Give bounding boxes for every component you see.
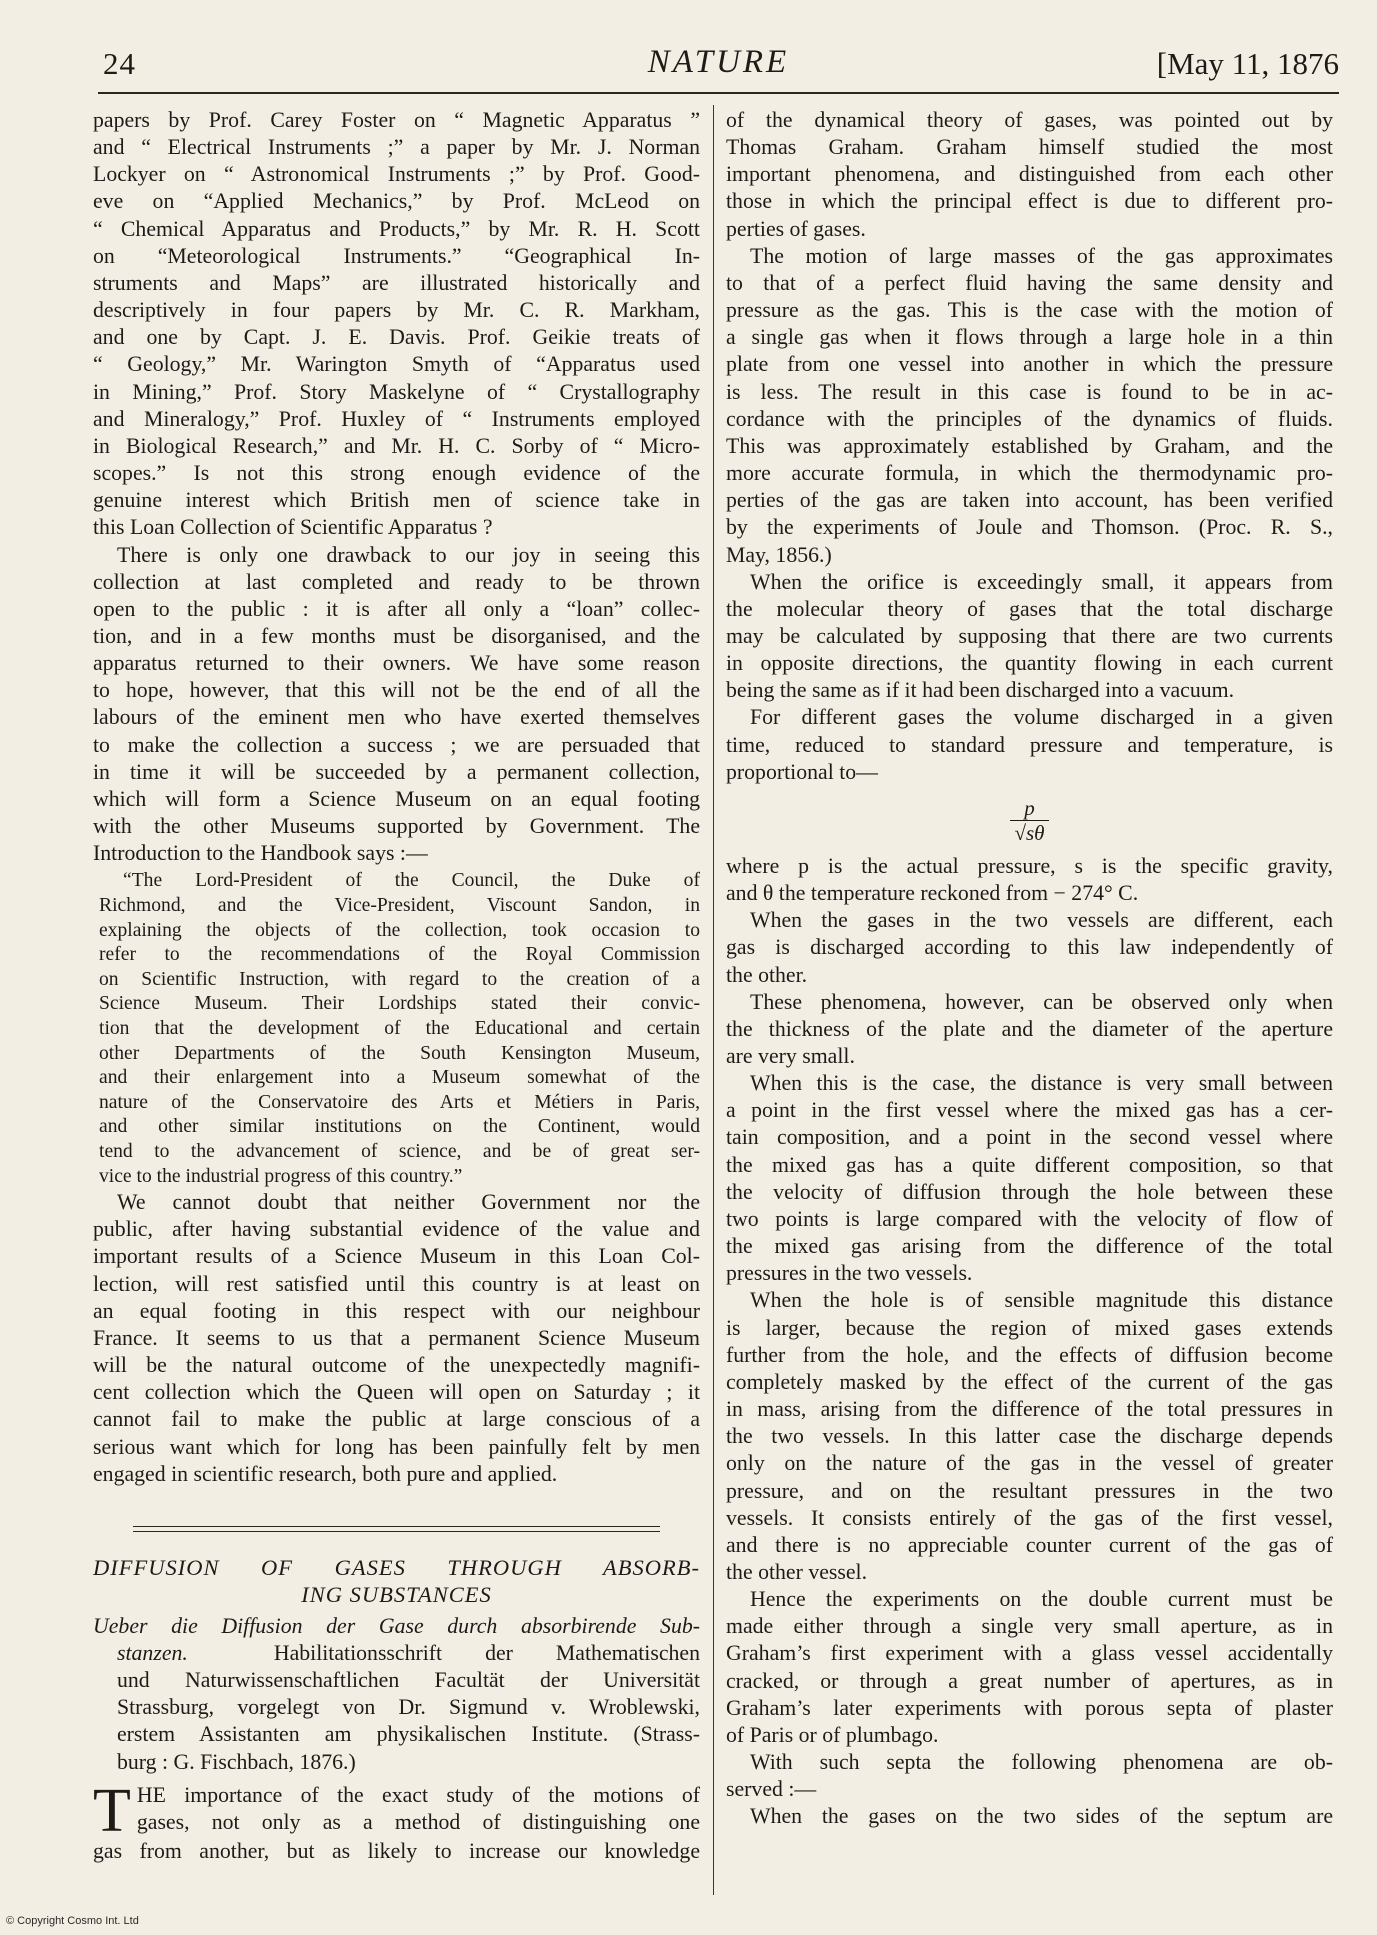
section-rule xyxy=(133,1526,660,1527)
paragraph xyxy=(93,542,700,868)
section-rule xyxy=(133,1531,660,1532)
text-line: perties of gases. xyxy=(726,216,866,241)
text-line: There is only one drawback to our joy in seeing this xyxy=(117,542,700,567)
text-line: served :— xyxy=(726,1777,817,1802)
text-line: this Loan Collection of Scientific Apparatus ? xyxy=(93,515,493,540)
paragraph xyxy=(93,107,700,542)
paragraph xyxy=(726,1287,1333,1586)
text-line: We cannot doubt that neither Government nor the xyxy=(117,1190,700,1215)
text-line: The motion of large masses of the gas approximates xyxy=(750,243,1333,268)
page-header xyxy=(98,38,1339,94)
text-line: is larger, because the region of mixed gases extends xyxy=(726,1315,1333,1340)
text-line: May, 1856.) xyxy=(726,542,832,567)
biblio-line: Ueber die Diffusion der Gase durch absorbirende Sub- xyxy=(93,1613,700,1638)
text-line: more accurate formula, in which the thermodynamic pro- xyxy=(726,461,1333,486)
text-line: When the orifice is exceedingly small, it appears from xyxy=(750,569,1333,594)
paragraph xyxy=(726,107,1333,243)
article-title-line: ING SUBSTANCES xyxy=(301,1582,492,1608)
text-line: eve on “Applied Mechanics,” by Prof. McLeod on xyxy=(93,189,700,214)
biblio-line: Strassburg, vorgelegt von Dr. Sigmund v. Wroblewski, xyxy=(117,1695,700,1720)
text-line: by the experiments of Joule and Thomson. (Proc. R. S., xyxy=(726,515,1333,540)
text-line: explaining the objects of the collection, took occasion to xyxy=(99,919,700,941)
text-line: and Mineralogy,” Prof. Huxley of “ Instruments employed xyxy=(93,406,700,431)
text-line: struments and Maps” are illustrated historically and xyxy=(93,270,700,295)
text-line: gas from another, but as likely to increase our knowledge xyxy=(93,1838,700,1863)
text-line: important phenomena, and distinguished from each other xyxy=(726,162,1333,187)
text-line: gas is discharged according to this law independently of xyxy=(726,935,1333,960)
text-line: may be calculated by supposing that there are two currents xyxy=(726,623,1333,648)
text-line: and one by Capt. J. E. Davis. Prof. Geikie treats of xyxy=(93,325,700,350)
text-line: on Scientific Instruction, with regard to the creation of a xyxy=(99,968,700,990)
text-line: Graham’s later experiments with porous septa of plaster xyxy=(726,1695,1333,1720)
text-line: cent collection which the Queen will open on Saturday ; it xyxy=(93,1380,700,1405)
text-line: pressure, and on the resultant pressures in the two xyxy=(726,1478,1333,1503)
text-line: two points is large compared with the velocity of flow of xyxy=(726,1206,1333,1231)
paragraph xyxy=(726,1070,1333,1287)
article-title xyxy=(93,1554,700,1609)
text-line: a single gas when it flows through a large hole in a thin xyxy=(726,325,1333,350)
text-line: those in which the principal effect is due to different pro- xyxy=(726,189,1333,214)
text-line: labours of the eminent men who have exerted themselves xyxy=(93,705,700,730)
text-line: proportional to— xyxy=(726,759,878,784)
text-line: with the other Museums supported by Government. The xyxy=(93,814,700,839)
paragraph xyxy=(726,853,1333,907)
text-line: time, reduced to standard pressure and temperature, is xyxy=(726,732,1333,757)
text-line: to hope, however, that this will not be the end of all the xyxy=(93,678,700,703)
text-line: in mass, arising from the difference of the total pressures in xyxy=(726,1397,1333,1422)
text-line: vice to the industrial progress of this country.” xyxy=(99,1165,463,1187)
paragraph xyxy=(726,1749,1333,1803)
formula-denominator: √sθ xyxy=(1014,820,1045,845)
text-line: and there is no appreciable counter current of the gas of xyxy=(726,1532,1333,1557)
text-line: Science Museum. Their Lordships stated their convic- xyxy=(99,993,700,1015)
copyright-watermark: © Copyright Cosmo Int. Ltd xyxy=(6,1915,139,1927)
text-line: the other. xyxy=(726,962,808,987)
text-line: “ Geology,” Mr. Warington Smyth of “Apparatus used xyxy=(93,352,700,377)
text-line: “ Chemical Apparatus and Products,” by Mr. R. H. Scott xyxy=(93,216,700,241)
text-line: genuine interest which British men of science take in xyxy=(93,488,700,513)
text-line: being the same as if it had been discharged into a vacuum. xyxy=(726,678,1235,703)
column-divider xyxy=(713,105,714,1895)
text-line: engaged in scientific research, both pure and applied. xyxy=(93,1461,558,1486)
paragraph xyxy=(726,989,1333,1070)
text-line: the mixed gas has a quite different composition, so that xyxy=(726,1152,1333,1177)
text-line: refer to the recommendations of the Royal Commission xyxy=(99,944,700,966)
text-line: “The Lord-President of the Council, the Duke of xyxy=(123,870,700,892)
text-line: Lockyer on “ Astronomical Instruments ;” by Prof. Good- xyxy=(93,162,700,187)
text-line: gases, not only as a method of distinguishing one xyxy=(136,1809,700,1834)
text-line: cordance with the principles of the dynamics of fluids. xyxy=(726,406,1333,431)
text-line: is less. The result in this case is found to be in ac- xyxy=(726,379,1333,404)
paragraph xyxy=(726,704,1333,785)
bibliographic-note xyxy=(93,1613,700,1776)
text-line: other Departments of the South Kensington Museum, xyxy=(99,1042,700,1064)
paragraph xyxy=(93,1189,700,1488)
text-line: and “ Electrical Instruments ;” a paper by Mr. J. Norman xyxy=(93,135,700,160)
text-line: This was approximately established by Graham, and the xyxy=(726,433,1333,458)
text-line: tion that the development of the Educational and certain xyxy=(99,1017,700,1039)
text-line: in Mining,” Prof. Story Maskelyne of “ Crystallography xyxy=(93,379,700,404)
paragraph xyxy=(726,1803,1333,1830)
text-line: pressures in the two vessels. xyxy=(726,1261,973,1286)
text-line: and their enlargement into a Museum somewhat of the xyxy=(99,1067,700,1089)
text-line: HE importance of the exact study of the motions of xyxy=(136,1782,700,1807)
text-line: made either through a single very small aperture, as in xyxy=(726,1614,1333,1639)
paragraph xyxy=(726,1586,1333,1749)
journal-title: NATURE xyxy=(647,44,790,80)
text-line: the velocity of diffusion through the hole between these xyxy=(726,1179,1333,1204)
left-column xyxy=(93,107,700,1865)
text-line: in time it will be succeeded by a permanent collection, xyxy=(93,759,700,784)
biblio-line: stanzen. Habilitationsschrift der Mathematischen xyxy=(117,1640,700,1665)
text-line: These phenomena, however, can be observed only when xyxy=(750,989,1333,1014)
text-line: When the hole is of sensible magnitude this distance xyxy=(750,1288,1333,1313)
formula-numerator: p xyxy=(1010,796,1048,821)
text-line: apparatus returned to their owners. We have some reason xyxy=(93,651,700,676)
text-line: will be the natural outcome of the unexpectedly magnifi- xyxy=(93,1353,700,1378)
block-quote xyxy=(93,869,700,1189)
text-line: With such septa the following phenomena are ob- xyxy=(750,1750,1333,1775)
text-line: tain composition, and a point in the second vessel where xyxy=(726,1125,1333,1150)
text-line: Thomas Graham. Graham himself studied the most xyxy=(726,135,1333,160)
text-line: pressure as the gas. This is the case with the motion of xyxy=(726,298,1333,323)
text-line: important results of a Science Museum in this Loan Col- xyxy=(93,1244,700,1269)
text-line: tend to the advancement of science, and be of great ser- xyxy=(99,1140,700,1162)
paragraph xyxy=(726,243,1333,569)
text-line: open to the public : it is after all only a “loan” collec- xyxy=(93,596,700,621)
text-line: to make the collection a success ; we are persuaded that xyxy=(93,732,700,757)
formula xyxy=(726,786,1333,853)
text-line: in opposite directions, the quantity flowing in each current xyxy=(726,651,1333,676)
page-number: 24 xyxy=(103,46,136,81)
issue-date: [May 11, 1876 xyxy=(1156,46,1339,81)
biblio-line: burg : G. Fischbach, 1876.) xyxy=(117,1749,356,1774)
biblio-line: erstem Assistanten am physikalischen Institute. (Strass- xyxy=(117,1722,700,1747)
drop-cap: T xyxy=(93,1776,131,1845)
text-line: Richmond, and the Vice-President, Viscount Sandon, in xyxy=(99,894,700,916)
text-line: plate from one vessel into another in which the pressure xyxy=(726,352,1333,377)
text-line: the other vessel. xyxy=(726,1559,868,1584)
text-line: serious want which for long has been painfully felt by men xyxy=(93,1434,700,1459)
text-line: the molecular theory of gases that the total discharge xyxy=(726,596,1333,621)
text-line: an equal footing in this respect with our neighbour xyxy=(93,1298,700,1323)
paragraph xyxy=(726,569,1333,705)
text-line: For different gases the volume discharged in a given xyxy=(750,705,1333,730)
paragraph xyxy=(726,907,1333,988)
text-line: are very small. xyxy=(726,1044,855,1068)
text-line: France. It seems to us that a permanent Science Museum xyxy=(93,1325,700,1350)
text-line: only on the nature of the gas in the vessel of greater xyxy=(726,1451,1333,1476)
text-line: descriptively in four papers by Mr. C. R. Markham, xyxy=(93,298,700,323)
text-line: Hence the experiments on the double current must be xyxy=(750,1587,1333,1612)
text-line: on “Meteorological Instruments.” “Geographical In- xyxy=(93,243,700,268)
article-title-line: DIFFUSION OF GASES THROUGH ABSORB- xyxy=(93,1554,700,1580)
text-line: of the dynamical theory of gases, was pointed out by xyxy=(726,108,1333,132)
text-line: cracked, or through a great number of apertures, as in xyxy=(726,1668,1333,1693)
text-line: further from the hole, and the effects of diffusion become xyxy=(726,1342,1333,1367)
text-line: the thickness of the plate and the diameter of the aperture xyxy=(726,1016,1333,1041)
header-rule xyxy=(98,92,1339,94)
text-line: in Biological Research,” and Mr. H. C. Sorby of “ Micro- xyxy=(93,433,700,458)
text-line: papers by Prof. Carey Foster on “ Magnetic Apparatus ” xyxy=(93,108,700,132)
text-line: nature of the Conservatoire des Arts et Métiers in Paris, xyxy=(99,1091,700,1113)
text-line: to that of a perfect fluid having the same density and xyxy=(726,270,1333,295)
text-line: and θ the temperature reckoned from − 274° C. xyxy=(726,881,1139,906)
text-line: When the gases on the two sides of the septum are xyxy=(750,1804,1333,1829)
text-line: a point in the first vessel where the mixed gas has a cer- xyxy=(726,1098,1333,1123)
text-line: of Paris or of plumbago. xyxy=(726,1722,939,1747)
text-line: When this is the case, the distance is very small between xyxy=(750,1071,1333,1096)
biblio-line: und Naturwissenschaftlichen Facultät der Universität xyxy=(117,1668,700,1693)
text-line: completely masked by the effect of the current of the gas xyxy=(726,1369,1333,1394)
text-line: When the gases in the two vessels are different, each xyxy=(750,908,1333,933)
text-line: public, after having substantial evidence of the value and xyxy=(93,1217,700,1242)
text-line: the two vessels. In this latter case the discharge depends xyxy=(726,1424,1333,1449)
text-line: and other similar institutions on the Continent, would xyxy=(99,1116,700,1138)
text-line: scopes.” Is not this strong enough evidence of the xyxy=(93,461,700,486)
text-line: Graham’s first experiment with a glass vessel accidentally xyxy=(726,1641,1333,1666)
text-line: vessels. It consists entirely of the gas of the first vessel, xyxy=(726,1505,1333,1530)
text-line: Introduction to the Handbook says :— xyxy=(93,841,428,866)
text-line: cannot fail to make the public at large conscious of a xyxy=(93,1407,700,1432)
text-line: tion, and in a few months must be disorganised, and the xyxy=(93,623,700,648)
text-line: lection, will rest satisfied until this country is at least on xyxy=(93,1271,700,1296)
right-column xyxy=(726,107,1333,1831)
text-line: perties of the gas are taken into account, has been verified xyxy=(726,488,1333,513)
text-line: the mixed gas arising from the difference of the total xyxy=(726,1234,1333,1259)
fraction xyxy=(1010,796,1048,845)
text-line: collection at last completed and ready to be thrown xyxy=(93,569,700,594)
opening-paragraph xyxy=(93,1776,700,1865)
text-line: where p is the actual pressure, s is the specific gravity, xyxy=(726,853,1333,878)
text-line: which will form a Science Museum on an equal footing xyxy=(93,786,700,811)
